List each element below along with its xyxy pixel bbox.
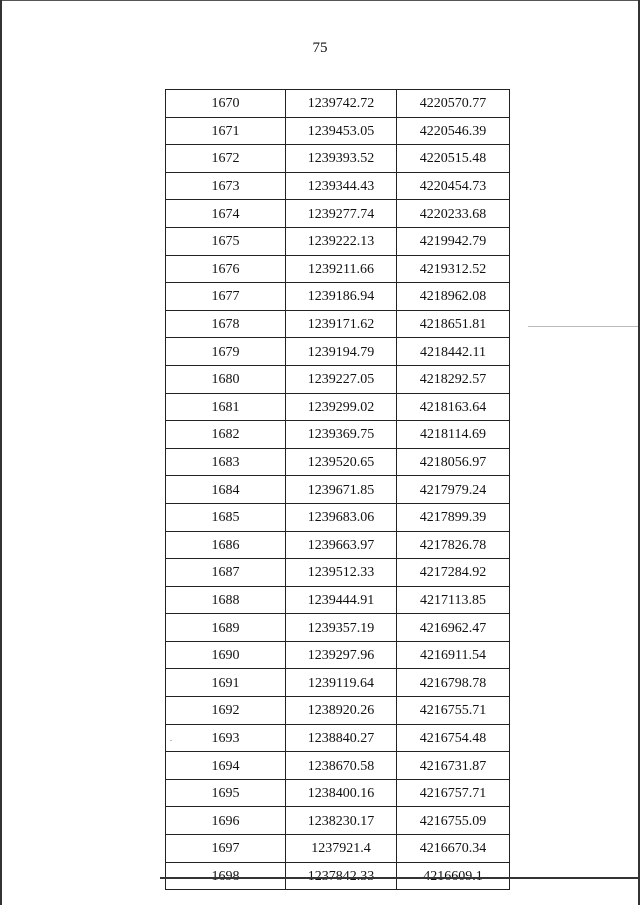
point-number-cell: 1684 — [166, 476, 286, 504]
page-bottom-edge — [160, 877, 640, 879]
y-coordinate-cell: 4217284.92 — [397, 559, 510, 587]
y-coordinate-cell: 4218651.81 — [397, 310, 510, 338]
x-coordinate-cell: 1239663.97 — [286, 531, 397, 559]
table-row — [166, 476, 510, 504]
x-coordinate-cell: 1239277.74 — [286, 200, 397, 228]
point-number-cell: 1675 — [166, 227, 286, 255]
point-number-cell: 1688 — [166, 586, 286, 614]
point-number-cell: 1693 — [166, 724, 286, 752]
table-row — [166, 641, 510, 669]
y-coordinate-cell: 4219312.52 — [397, 255, 510, 283]
point-number-cell: 1671 — [166, 117, 286, 145]
table-row — [166, 421, 510, 449]
y-coordinate-cell: 4216798.78 — [397, 669, 510, 697]
x-coordinate-cell: 1237921.4 — [286, 835, 397, 863]
y-coordinate-cell: 4218292.57 — [397, 365, 510, 393]
y-coordinate-cell: 4217826.78 — [397, 531, 510, 559]
x-coordinate-cell: 1239393.52 — [286, 145, 397, 173]
page-number: 75 — [312, 40, 328, 56]
point-number-cell: 1683 — [166, 448, 286, 476]
page-left-edge — [0, 0, 2, 905]
x-coordinate-cell: 1238400.16 — [286, 779, 397, 807]
y-coordinate-cell: 4218163.64 — [397, 393, 510, 421]
x-coordinate-cell: 1238670.58 — [286, 752, 397, 780]
y-coordinate-cell: 4220570.77 — [397, 90, 510, 118]
table-row — [166, 393, 510, 421]
x-coordinate-cell: 1239520.65 — [286, 448, 397, 476]
table-row — [166, 448, 510, 476]
y-coordinate-cell: 4220515.48 — [397, 145, 510, 173]
point-number-cell: 1679 — [166, 338, 286, 366]
table-row — [166, 779, 510, 807]
y-coordinate-cell: 4218114.69 — [397, 421, 510, 449]
x-coordinate-cell: 1239671.85 — [286, 476, 397, 504]
table-row — [166, 255, 510, 283]
point-number-cell: 1694 — [166, 752, 286, 780]
table-row — [166, 697, 510, 725]
x-coordinate-cell: 1239186.94 — [286, 283, 397, 311]
y-coordinate-cell: 4216962.47 — [397, 614, 510, 642]
y-coordinate-cell: 4216911.54 — [397, 641, 510, 669]
table-row — [166, 365, 510, 393]
point-number-cell: 1691 — [166, 669, 286, 697]
scan-artifact — [170, 740, 172, 741]
x-coordinate-cell: 1239171.62 — [286, 310, 397, 338]
table-row — [166, 807, 510, 835]
table-row — [166, 310, 510, 338]
x-coordinate-cell: 1239344.43 — [286, 172, 397, 200]
table-row — [166, 117, 510, 145]
x-coordinate-cell: 1239227.05 — [286, 365, 397, 393]
table-row — [166, 752, 510, 780]
point-number-cell: 1690 — [166, 641, 286, 669]
y-coordinate-cell: 4216757.71 — [397, 779, 510, 807]
coordinates-table-body — [166, 90, 510, 890]
y-coordinate-cell: 4218962.08 — [397, 283, 510, 311]
x-coordinate-cell: 1239222.13 — [286, 227, 397, 255]
y-coordinate-cell: 4216754.48 — [397, 724, 510, 752]
x-coordinate-cell: 1238230.17 — [286, 807, 397, 835]
table-row — [166, 669, 510, 697]
point-number-cell — [166, 862, 286, 890]
table-row — [166, 724, 510, 752]
table-row — [166, 283, 510, 311]
point-number-cell: 1682 — [166, 421, 286, 449]
x-coordinate-cell: 1239444.91 — [286, 586, 397, 614]
x-coordinate-cell: 1238840.27 — [286, 724, 397, 752]
table-row — [166, 172, 510, 200]
y-coordinate-cell: 4218056.97 — [397, 448, 510, 476]
table-row — [166, 227, 510, 255]
table-row — [166, 559, 510, 587]
y-coordinate-cell — [397, 862, 510, 890]
point-number-cell: 1681 — [166, 393, 286, 421]
x-coordinate-cell: 1239211.66 — [286, 255, 397, 283]
table-row — [166, 586, 510, 614]
point-number-cell: 1673 — [166, 172, 286, 200]
point-number-cell: 1685 — [166, 503, 286, 531]
x-coordinate-cell: 1239512.33 — [286, 559, 397, 587]
x-coordinate-cell — [286, 862, 397, 890]
x-coordinate-cell: 1239357.19 — [286, 614, 397, 642]
x-coordinate-cell: 1238920.26 — [286, 697, 397, 725]
y-coordinate-cell: 4218442.11 — [397, 338, 510, 366]
table-row — [166, 145, 510, 173]
x-coordinate-cell: 1239119.64 — [286, 669, 397, 697]
y-coordinate-cell: 4220546.39 — [397, 117, 510, 145]
x-coordinate-cell: 1239297.96 — [286, 641, 397, 669]
page-top-edge — [0, 0, 640, 1]
table-row — [166, 503, 510, 531]
y-coordinate-cell: 4217899.39 — [397, 503, 510, 531]
point-number-cell: 1672 — [166, 145, 286, 173]
point-number-cell: 1678 — [166, 310, 286, 338]
x-coordinate-cell: 1239369.75 — [286, 421, 397, 449]
y-coordinate-cell: 4216670.34 — [397, 835, 510, 863]
point-number-cell: 1674 — [166, 200, 286, 228]
table-row — [166, 338, 510, 366]
point-number-cell: 1670 — [166, 90, 286, 118]
y-coordinate-cell: 4220454.73 — [397, 172, 510, 200]
point-number-cell: 1689 — [166, 614, 286, 642]
y-coordinate-cell: 4216755.71 — [397, 697, 510, 725]
y-coordinate-cell: 4220233.68 — [397, 200, 510, 228]
scan-artifact — [528, 326, 638, 327]
table-row — [166, 862, 510, 890]
x-coordinate-cell: 1239453.05 — [286, 117, 397, 145]
table-row — [166, 200, 510, 228]
table-row — [166, 614, 510, 642]
table-row — [166, 90, 510, 118]
point-number-cell: 1692 — [166, 697, 286, 725]
point-number-cell: 1687 — [166, 559, 286, 587]
point-number-cell: 1677 — [166, 283, 286, 311]
y-coordinate-cell: 4219942.79 — [397, 227, 510, 255]
y-coordinate-cell: 4216755.09 — [397, 807, 510, 835]
y-coordinate-cell: 4217979.24 — [397, 476, 510, 504]
point-number-cell: 1676 — [166, 255, 286, 283]
x-coordinate-cell: 1239683.06 — [286, 503, 397, 531]
point-number-cell: 1680 — [166, 365, 286, 393]
table-row — [166, 835, 510, 863]
x-coordinate-cell: 1239299.02 — [286, 393, 397, 421]
x-coordinate-cell: 1239742.72 — [286, 90, 397, 118]
y-coordinate-cell: 4216731.87 — [397, 752, 510, 780]
table-row — [166, 531, 510, 559]
point-number-cell: 1697 — [166, 835, 286, 863]
y-coordinate-cell: 4217113.85 — [397, 586, 510, 614]
x-coordinate-cell: 1239194.79 — [286, 338, 397, 366]
point-number-cell: 1695 — [166, 779, 286, 807]
point-number-cell: 1686 — [166, 531, 286, 559]
point-number-cell: 1696 — [166, 807, 286, 835]
coordinates-table — [165, 89, 510, 890]
